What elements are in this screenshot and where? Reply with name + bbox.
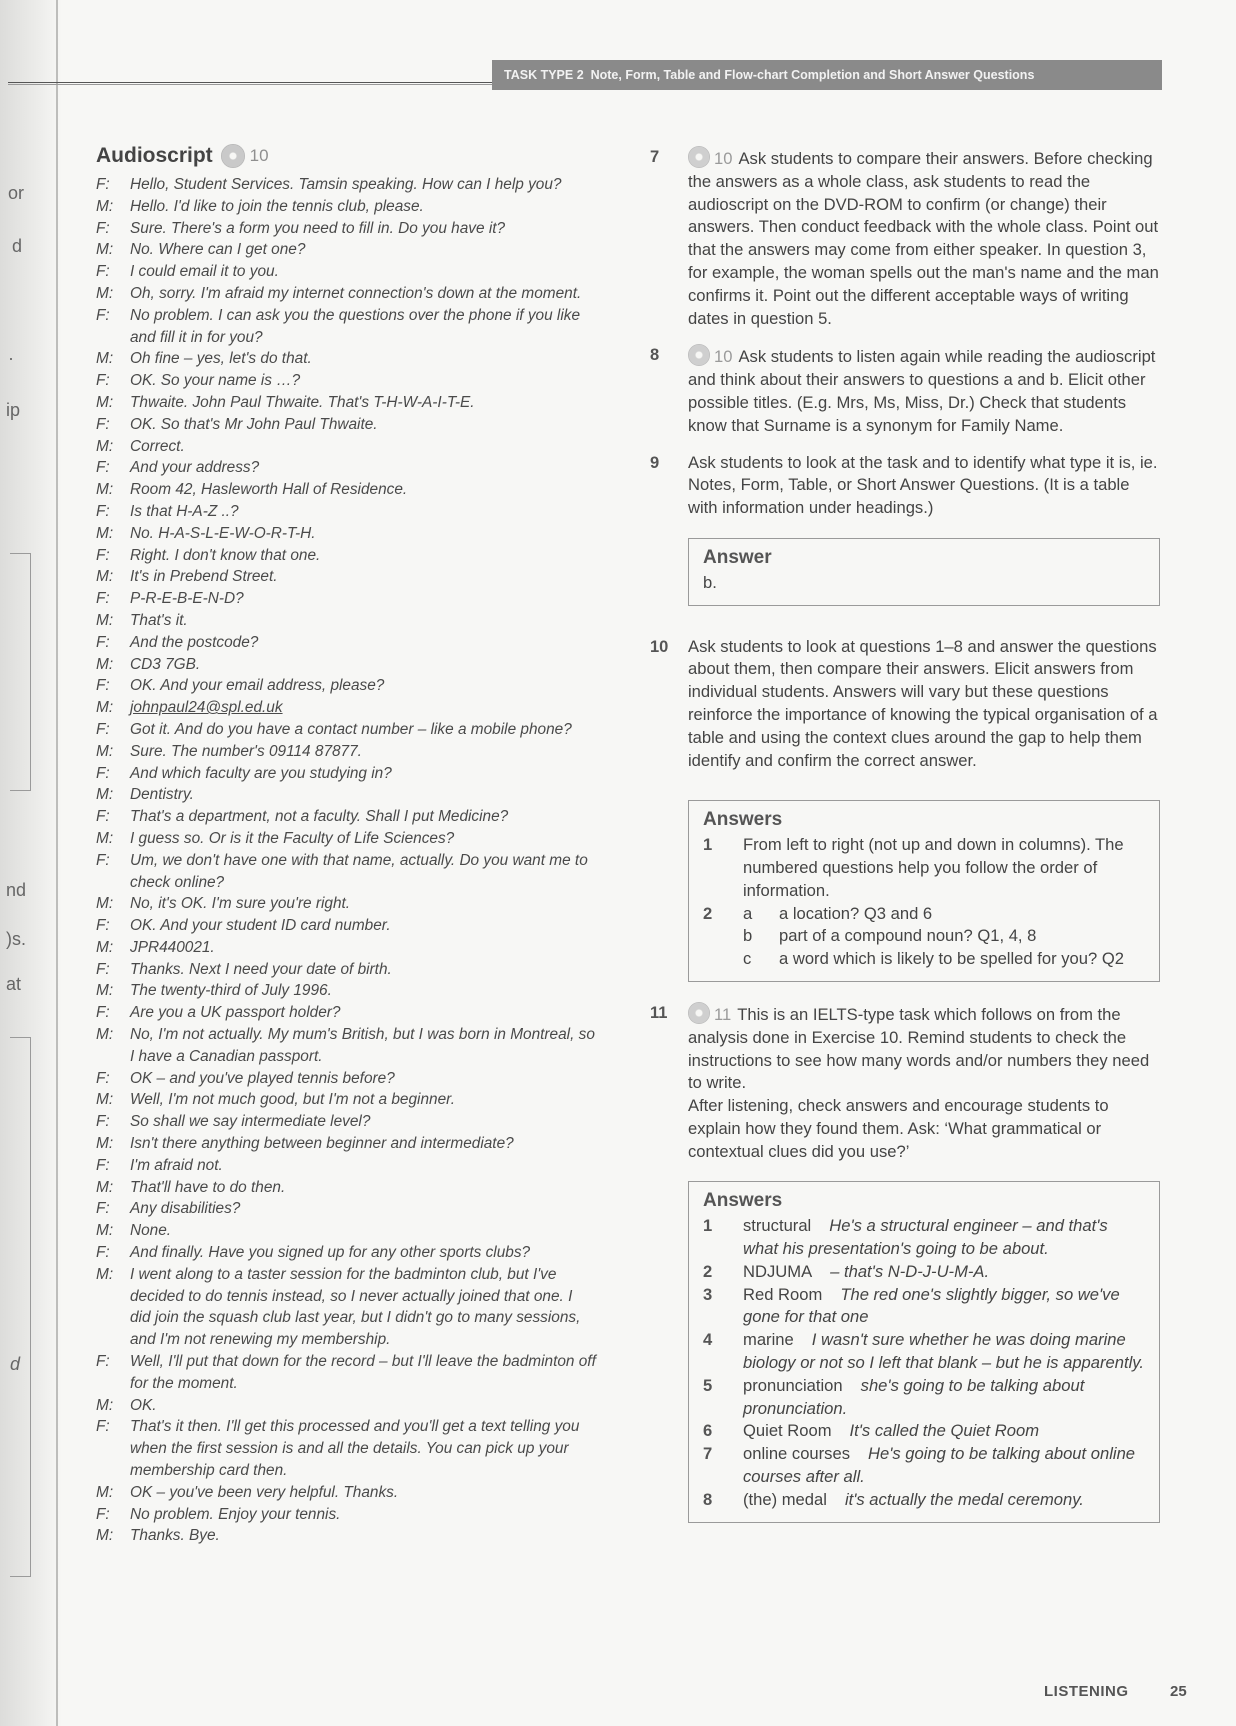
script-text: Sure. There's a form you need to fill in. Do you have it?	[130, 219, 506, 237]
exercise-text: Ask students to look at questions 1–8 and answer the questions about them, then compare their answers. Elicit answers from individual students. Answers will vary but these questions reinforce the importance of knowing the typical organisation of a table and using the context clues around the gap to help them identify and confirm the correct answer.	[688, 636, 1158, 770]
script-line	[96, 1482, 596, 1504]
speaker-label: M:	[96, 895, 114, 913]
script-line	[96, 588, 596, 610]
speaker-label: M:	[96, 481, 114, 499]
script-text: Thanks. Next I need your date of birth.	[130, 960, 392, 978]
answer-sub-row	[743, 925, 1145, 948]
answer-sub-text: a location? Q3 and 6	[779, 903, 933, 923]
script-line	[96, 174, 596, 196]
answer-row	[703, 834, 1145, 902]
script-line	[96, 196, 596, 218]
speaker-label: M:	[96, 284, 114, 302]
answer-box-title: Answer	[703, 546, 772, 568]
script-text: No, it's OK. I'm sure you're right.	[130, 895, 351, 913]
script-text: No problem. Enjoy your tennis.	[130, 1505, 341, 1523]
speaker-label: M:	[96, 524, 114, 542]
speaker-label: M:	[96, 1026, 114, 1044]
header-rule	[8, 82, 492, 83]
exercise-text: After listening, check answers and encourage students to explain how they found them. Ask: ‘What grammatical or contextual clues did you use?’	[688, 1096, 1109, 1161]
answer-row	[703, 1443, 1145, 1489]
script-line	[96, 610, 596, 632]
script-line	[96, 1024, 596, 1068]
script-text: CD3 7GB.	[130, 655, 201, 673]
speaker-label: F:	[96, 1505, 110, 1523]
answer-word: Quiet Room	[743, 1421, 832, 1441]
margin-fragment: or	[8, 183, 25, 203]
answer-word: online courses	[743, 1444, 851, 1464]
audioscript-heading	[96, 144, 596, 168]
speaker-label: F:	[96, 459, 110, 477]
speaker-label: M:	[96, 1483, 114, 1501]
answer-box-title: Answers	[703, 809, 783, 831]
script-line	[96, 457, 596, 479]
exercise-number: 11	[650, 1003, 668, 1022]
script-line	[96, 1177, 596, 1199]
teacher-notes-column	[650, 146, 1160, 1545]
answer-row	[703, 1284, 1145, 1330]
script-text: Is that H-A-Z ..?	[130, 502, 239, 520]
answer-word: structural	[743, 1216, 812, 1236]
script-text: Sure. The number's 09114 87877.	[130, 742, 362, 760]
speaker-label: F:	[96, 1004, 110, 1022]
exercise-10	[650, 636, 1160, 773]
script-line	[96, 1351, 596, 1395]
script-text: Um, we don't have one with that name, actually. Do you want me to check online?	[130, 851, 588, 891]
answer-row	[703, 1489, 1145, 1512]
speaker-label: M:	[96, 241, 114, 259]
exercise-7	[650, 146, 1160, 330]
script-text: OK. So that's Mr John Paul Thwaite.	[130, 415, 378, 433]
script-text: johnpaul24@spl.ed.uk	[130, 699, 283, 717]
answer-box-9	[688, 538, 1160, 606]
exercise-number: 8	[650, 346, 660, 365]
script-line	[96, 697, 596, 719]
answer-sub-letter: a	[743, 903, 753, 923]
exercise-number: 10	[650, 637, 669, 656]
margin-fragment: d	[12, 236, 23, 256]
answer-explanation: I wasn't sure whether he was doing marine biology or not so I left that blank – but he is apparently.	[743, 1330, 1144, 1373]
script-text: That's it then. I'll get this processed and you'll get a text telling you when the first session is and all the details. You can pick up your membership card then.	[130, 1418, 580, 1480]
script-line	[96, 1133, 596, 1155]
exercise-text: Ask students to compare their answers. Before checking the answers as a whole class, ask students to read the audioscript on the DVD-ROM to confirm (or change) their answers. Then conduct feedback with the whole class. Point out that the answers may come from either speaker. In question 3, for example, the woman spells out the man's name and the man confirms it. Point out the different acceptable ways of writing dates in question 5.	[688, 149, 1159, 328]
script-line	[96, 501, 596, 523]
answer-explanation: it's actually the medal ceremony.	[844, 1489, 1084, 1509]
script-line	[96, 370, 596, 392]
script-line	[96, 283, 596, 305]
script-line	[96, 479, 596, 501]
script-text: So shall we say intermediate level?	[130, 1113, 371, 1131]
script-text: The twenty-third of July 1996.	[130, 982, 332, 1000]
answer-box-title: Answers	[703, 1190, 783, 1212]
exercise-text: Ask students to look at the task and to identify what type it is, ie. Notes, Form, Table, or Short Answer Questions. (It is a table with information under headings.)	[688, 452, 1158, 518]
script-line	[96, 1220, 596, 1242]
speaker-label: M:	[96, 1527, 114, 1545]
script-line	[96, 1002, 596, 1024]
script-line	[96, 239, 596, 261]
answer-sub-letter: b	[743, 926, 753, 946]
script-line	[96, 784, 596, 806]
speaker-label: F:	[96, 851, 110, 869]
script-line	[96, 523, 596, 545]
answer-number: 4	[703, 1330, 713, 1350]
answer-number: 6	[703, 1421, 713, 1441]
speaker-label: F:	[96, 415, 110, 433]
speaker-label: M:	[96, 982, 114, 1000]
speaker-label: M:	[96, 611, 114, 629]
script-line	[96, 1242, 596, 1264]
answer-explanation: – that's N-D-J-U-M-A.	[830, 1261, 990, 1281]
script-line	[96, 763, 596, 785]
answer-box-10	[688, 800, 1160, 982]
answer-row	[703, 1261, 1145, 1284]
script-line	[96, 675, 596, 697]
track-number: 10	[714, 149, 733, 168]
exercise-number: 9	[650, 453, 660, 472]
margin-fragment: at	[6, 974, 22, 994]
speaker-label: F:	[96, 1353, 110, 1371]
script-line	[96, 1068, 596, 1090]
script-text: Room 42, Hasleworth Hall of Residence.	[130, 481, 408, 499]
speaker-label: F:	[96, 764, 110, 782]
answer-explanation: she's going to be talking about pronunciation.	[743, 1375, 1085, 1418]
script-text: Well, I'm not much good, but I'm not a beginner.	[130, 1091, 455, 1109]
margin-fragment: ip	[6, 400, 21, 420]
speaker-label: M:	[96, 350, 114, 368]
answer-explanation: It's called the Quiet Room	[849, 1421, 1040, 1441]
script-line	[96, 828, 596, 850]
script-text: OK. And your email address, please?	[130, 677, 385, 695]
exercise-8	[650, 344, 1160, 437]
speaker-label: M:	[96, 1178, 114, 1196]
script-text: I went along to a taster session for the badminton club, but I've decided to do tennis instead, so I never actually joined that one. I did join the squash club last year, but I didn't go to many sessions, and I'm not renewing my membership.	[130, 1265, 581, 1349]
exercise-11	[650, 1002, 1160, 1164]
speaker-label: F:	[96, 808, 110, 826]
speaker-label: F:	[96, 960, 110, 978]
track-number: 10	[249, 146, 269, 165]
answer-number: 8	[703, 1489, 713, 1509]
script-line	[96, 305, 596, 349]
speaker-label: M:	[96, 655, 114, 673]
answer-number: 2	[703, 903, 713, 923]
speaker-label: F:	[96, 263, 110, 281]
speaker-label: M:	[96, 568, 114, 586]
script-text: That'll have to do then.	[130, 1178, 286, 1196]
script-text: I guess so. Or is it the Faculty of Life Sciences?	[130, 829, 455, 847]
answer-number: 5	[703, 1375, 713, 1395]
header-title: Note, Form, Table and Flow-chart Completion and Short Answer Questions	[590, 68, 1035, 82]
answer-row	[703, 1420, 1145, 1443]
speaker-label: M:	[96, 393, 114, 411]
answer-row	[703, 1375, 1145, 1421]
script-text: And your address?	[130, 459, 260, 477]
script-text: OK – and you've played tennis before?	[130, 1069, 395, 1087]
track-number: 10	[714, 347, 733, 367]
exercise-text: This is an IELTS-type task which follows on from the analysis done in Exercise 10. Remind students to check the instructions to see how many words and/or numbers they need to write.	[688, 1004, 1150, 1093]
answer-number: 2	[703, 1261, 713, 1281]
speaker-label: M:	[96, 829, 114, 847]
script-line	[96, 348, 596, 370]
speaker-label: M:	[96, 197, 114, 215]
speaker-label: M:	[96, 742, 114, 760]
speaker-label: F:	[96, 372, 110, 390]
audioscript-lines	[96, 174, 596, 1547]
speaker-label: M:	[96, 1265, 114, 1283]
script-text: Correct.	[130, 437, 185, 455]
script-line	[96, 566, 596, 588]
speaker-label: F:	[96, 502, 110, 520]
answer-word: Red Room	[743, 1284, 823, 1304]
cd-icon	[221, 144, 245, 168]
script-line	[96, 980, 596, 1002]
answer-row	[703, 1329, 1145, 1375]
script-line	[96, 1525, 596, 1547]
script-text: I'm afraid not.	[130, 1156, 223, 1174]
speaker-label: F:	[96, 1244, 110, 1262]
answer-word: (the) medal	[743, 1489, 827, 1509]
footer-section-label: LISTENING	[1044, 1683, 1129, 1700]
script-line	[96, 392, 596, 414]
script-text: That's a department, not a faculty. Shall I put Medicine?	[130, 808, 509, 826]
cd-icon	[688, 146, 710, 168]
speaker-label: F:	[96, 546, 110, 564]
speaker-label: M:	[96, 1222, 114, 1240]
script-text: OK. And your student ID card number.	[130, 917, 391, 935]
answer-text: b.	[703, 572, 717, 592]
script-line	[96, 1416, 596, 1481]
speaker-label: F:	[96, 1418, 110, 1436]
script-text: None.	[130, 1222, 172, 1240]
speaker-label: M:	[96, 1091, 114, 1109]
speaker-label: F:	[96, 1200, 110, 1218]
answer-number: 3	[703, 1284, 713, 1304]
script-text: No. Where can I get one?	[130, 241, 306, 259]
answer-sub-list	[743, 903, 1145, 971]
script-line	[96, 414, 596, 436]
script-line	[96, 654, 596, 676]
margin-fragment: d	[10, 1354, 21, 1374]
script-line	[96, 1198, 596, 1220]
script-text: Thwaite. John Paul Thwaite. That's T-H-W-A-I-T-E.	[130, 393, 475, 411]
speaker-label: F:	[96, 219, 110, 237]
speaker-label: F:	[96, 720, 110, 738]
script-text: OK – you've been very helpful. Thanks.	[130, 1483, 399, 1501]
speaker-label: M:	[96, 938, 114, 956]
margin-fragment: )s.	[6, 929, 26, 949]
script-line	[96, 806, 596, 828]
script-line	[96, 218, 596, 240]
answer-sub-row	[743, 948, 1145, 971]
speaker-label: F:	[96, 306, 110, 324]
answer-sub-text: part of a compound noun? Q1, 4, 8	[779, 926, 1037, 946]
answer-word: pronunciation	[743, 1375, 843, 1395]
script-line	[96, 1089, 596, 1111]
script-text: It's in Prebend Street.	[130, 568, 278, 586]
speaker-label: M:	[96, 699, 114, 717]
script-text: And finally. Have you signed up for any other sports clubs?	[130, 1244, 531, 1262]
answer-sub-text: a word which is likely to be spelled for you? Q2	[779, 949, 1124, 969]
script-text: I could email it to you.	[130, 263, 279, 281]
speaker-label: F:	[96, 633, 110, 651]
answer-row	[703, 903, 1145, 971]
answer-word: marine	[743, 1330, 794, 1350]
script-line	[96, 632, 596, 654]
margin-bracket	[10, 553, 31, 791]
script-text: No. H-A-S-L-E-W-O-R-T-H.	[130, 524, 316, 542]
answer-explanation: The red one's slightly bigger, so we've gone for that one	[743, 1284, 1120, 1327]
script-text: Oh fine – yes, let's do that.	[130, 350, 312, 368]
speaker-label: M:	[96, 1135, 114, 1153]
script-text: OK.	[130, 1396, 157, 1414]
exercise-9	[650, 452, 1160, 520]
script-line	[96, 1155, 596, 1177]
speaker-label: F:	[96, 1156, 110, 1174]
script-text: Any disabilities?	[130, 1200, 241, 1218]
exercise-number: 7	[650, 148, 660, 166]
script-text: Dentistry.	[130, 786, 194, 804]
script-line	[96, 1264, 596, 1351]
header-rule	[8, 84, 492, 85]
answer-row	[703, 1215, 1145, 1261]
script-line	[96, 937, 596, 959]
task-type-label: TASK TYPE 2	[504, 68, 584, 82]
speaker-label: M:	[96, 786, 114, 804]
script-line	[96, 1504, 596, 1526]
script-line	[96, 436, 596, 458]
page-number: 25	[1170, 1683, 1187, 1700]
script-text: And which faculty are you studying in?	[130, 764, 392, 782]
script-text: That's it.	[130, 611, 188, 629]
exercise-text: Ask students to listen again while reading the audioscript and think about their answers to questions a and b. Elicit other possible titles. (E.g. Mrs, Ms, Miss, Dr.) Check that students know that Surname is a synonym for Family Name.	[688, 347, 1156, 435]
script-text: Isn't there anything between beginner and intermediate?	[130, 1135, 514, 1153]
speaker-label: M:	[96, 1396, 114, 1414]
script-line	[96, 915, 596, 937]
script-text: Are you a UK passport holder?	[130, 1004, 341, 1022]
speaker-label: F:	[96, 1069, 110, 1087]
track-number: 11	[714, 1004, 732, 1024]
script-text: Thanks. Bye.	[130, 1527, 220, 1545]
script-text: Oh, sorry. I'm afraid my internet connection's down at the moment.	[130, 284, 582, 302]
answer-list	[703, 1215, 1145, 1511]
answer-explanation: He's a structural engineer – and that's what his presentation's going to be about.	[743, 1216, 1108, 1259]
audioscript-column	[96, 144, 596, 1547]
script-line	[96, 261, 596, 283]
answer-box-11	[688, 1181, 1160, 1522]
spine-edge	[56, 0, 58, 1726]
answer-text: From left to right (not up and down in columns). The numbered questions help you follow the order of information.	[743, 835, 1124, 900]
script-line	[96, 719, 596, 741]
speaker-label: F:	[96, 1113, 110, 1131]
script-text: JPR440021.	[130, 938, 215, 956]
cd-icon	[688, 1002, 710, 1024]
margin-fragment: ·	[8, 348, 14, 368]
audioscript-title: Audioscript	[96, 144, 213, 167]
script-line	[96, 893, 596, 915]
speaker-label: F:	[96, 590, 110, 608]
script-line	[96, 1395, 596, 1417]
speaker-label: F:	[96, 917, 110, 935]
answer-number: 1	[703, 835, 713, 855]
script-line	[96, 741, 596, 763]
answer-sub-row	[743, 903, 1145, 926]
margin-bracket	[10, 1037, 31, 1577]
script-text: And the postcode?	[130, 633, 259, 651]
script-line	[96, 959, 596, 981]
script-text: OK. So your name is …?	[130, 372, 301, 390]
speaker-label: F:	[96, 176, 110, 193]
answer-sub-letter: c	[743, 949, 752, 969]
script-line	[96, 850, 596, 894]
script-text: No, I'm not actually. My mum's British, but I was born in Montreal, so I have a Canadian passport.	[130, 1026, 595, 1065]
answer-word: NDJUMA	[743, 1261, 813, 1281]
script-text: Well, I'll put that down for the record – but I'll leave the badminton off for the moment.	[130, 1353, 596, 1392]
script-text: Right. I don't know that one.	[130, 546, 321, 564]
script-text: P-R-E-B-E-N-D?	[130, 590, 244, 608]
speaker-label: M:	[96, 437, 114, 455]
speaker-label: F:	[96, 677, 110, 695]
script-text: Hello. I'd like to join the tennis club, please.	[130, 197, 424, 215]
script-line	[96, 545, 596, 567]
answer-explanation: He's going to be talking about online courses after all.	[743, 1444, 1136, 1487]
running-header	[492, 60, 1162, 90]
script-text: Hello, Student Services. Tamsin speaking. How can I help you?	[130, 176, 562, 193]
script-text: Got it. And do you have a contact number – like a mobile phone?	[130, 720, 572, 738]
cd-icon	[688, 344, 710, 366]
script-line	[96, 1111, 596, 1133]
answer-number: 7	[703, 1444, 713, 1464]
answer-number: 1	[703, 1216, 713, 1236]
script-text: No problem. I can ask you the questions over the phone if you like and fill it in for you?	[130, 306, 581, 346]
margin-fragment: nd	[6, 880, 27, 900]
